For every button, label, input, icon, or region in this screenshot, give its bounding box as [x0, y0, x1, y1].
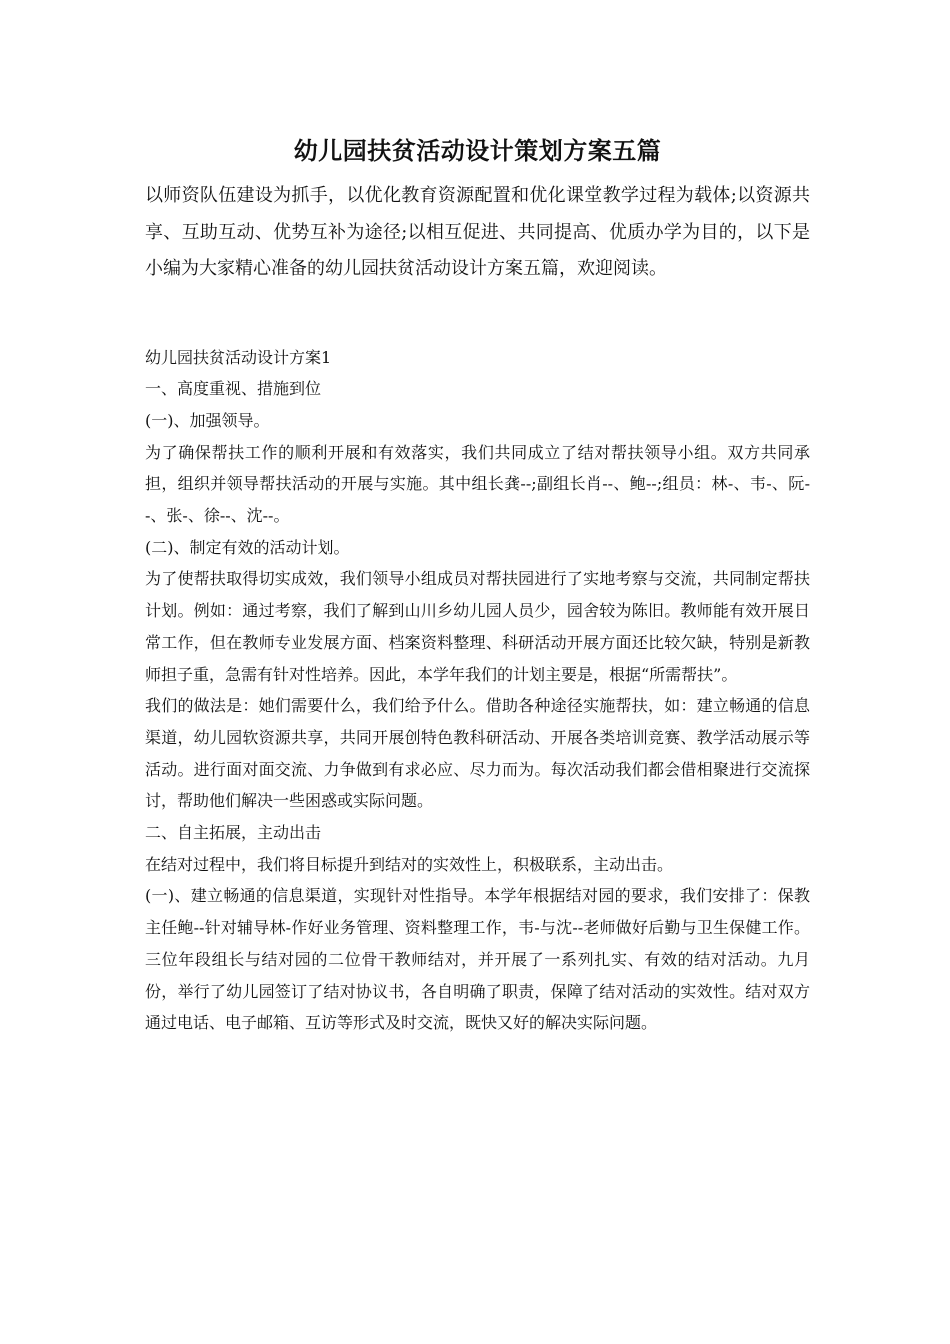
body-paragraph: 我们的做法是：她们需要什么，我们给予什么。借助各种途径实施帮扶，如：建立畅通的信息渠道，幼儿园软资源共享，共同开展创特色教科研活动、开展各类培训竞赛、教学活动展示等活动。进行面对面交流、力争做到有求必应、尽力而为。每次活动我们都会借相聚进行交流探讨，帮助他们解决一些困惑或实际问题。	[145, 696, 810, 811]
body-section	[145, 342, 810, 1039]
body-paragraph: 为了使帮扶取得切实成效，我们领导小组成员对帮扶园进行了实地考察与交流，共同制定帮扶计划。例如：通过考察，我们了解到山川乡幼儿园人员少，园舍较为陈旧。教师能有效开展日常工作，但在教师专业发展方面、档案资料整理、科研活动开展方面还比较欠缺，特别是新教师担子重，急需有针对性培养。因此，本学年我们的计划主要是，根据“所需帮扶”。	[145, 569, 810, 684]
intro-paragraph: 以师资队伍建设为抓手，以优化教育资源配置和优化课堂教学过程为载体;以资源共享、互助互动、优势互补为途径;以相互促进、共同提高、优质办学为目的，以下是小编为大家精心准备的幼儿园扶贫活动设计方案五篇，欢迎阅读。	[145, 185, 810, 279]
subheading: (二)、制定有效的活动计划。	[145, 537, 350, 557]
subheading: 一、高度重视、措施到位	[145, 379, 322, 399]
body-paragraph: (一)、建立畅通的信息渠道，实现针对性指导。本学年根据结对园的要求，我们安排了：保教主任鲍--针对辅导林-作好业务管理、资料整理工作，韦-与沈--老师做好后勤与卫生保健工作。三位年段组长与结对园的二位骨干教师结对，并开展了一系列扎实、有效的结对活动。九月份，举行了幼儿园签订了结对协议书，各自明确了职责，保障了结对活动的实效性。结对双方通过电话、电子邮箱、互访等形式及时交流，既快又好的解决实际问题。	[145, 886, 810, 1033]
document-page	[145, 126, 810, 1039]
document-title: 幼儿园扶贫活动设计策划方案五篇	[293, 136, 662, 165]
section-heading: 幼儿园扶贫活动设计方案1	[145, 347, 332, 367]
intro-section	[145, 178, 810, 288]
body-paragraph: 在结对过程中，我们将目标提升到结对的实效性上，积极联系，主动出击。	[145, 854, 674, 874]
section-spacer	[145, 288, 810, 342]
subheading: (一)、加强领导。	[145, 410, 270, 430]
subheading: 二、自主拓展，主动出击	[145, 823, 322, 843]
body-paragraph: 为了确保帮扶工作的顺利开展和有效落实，我们共同成立了结对帮扶领导小组。双方共同承担，组织并领导帮扶活动的开展与实施。其中组长龚--;副组长肖--、鲍--;组员：林-、韦-、阮--、张-、徐--、沈--。	[145, 442, 810, 526]
